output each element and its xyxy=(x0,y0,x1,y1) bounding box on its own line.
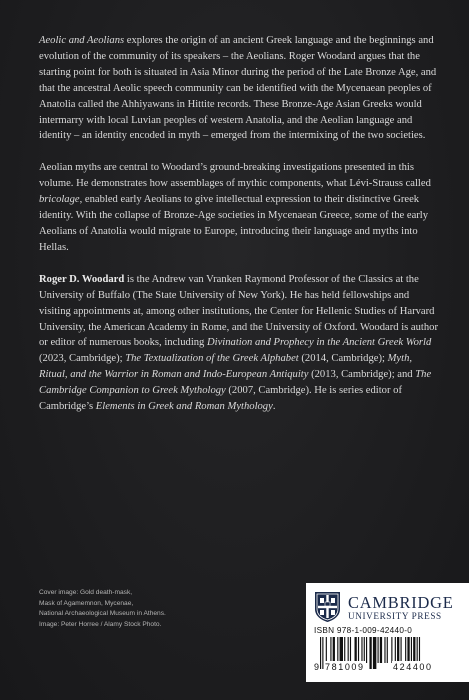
credit-line: Image: Peter Horree / Alamy Stock Photo. xyxy=(39,620,162,628)
publisher-subname: UNIVERSITY PRESS xyxy=(348,611,442,621)
bio-text: is the Andrew van Vranken Raymond Professor of the Classics at the University of Buffalo (The State University of New York). He has held fellowships and visiting appointments at, among other institutions, the Center for Hellenic Studies of Harvard University, the American Academy in Rome, and the University of Oxford. Woodard is author or editor of numerous books, including xyxy=(39,273,438,349)
blurb-paragraph-1 xyxy=(39,33,439,144)
credit-line: Mask of Agamemnon, Mycenae, xyxy=(39,599,134,607)
publisher-box xyxy=(306,583,469,682)
isbn-barcode xyxy=(314,637,462,673)
credit-line: National Archaeological Museum in Athens. xyxy=(39,610,166,618)
publisher-name: CAMBRIDGE xyxy=(348,593,454,612)
bio-text: (2013, Cambridge); and xyxy=(308,369,416,381)
book-title: Divination and Prophecy in the Ancient Greek World xyxy=(207,337,432,349)
blurb xyxy=(39,33,439,431)
bio-text: (2014, Cambridge); xyxy=(298,353,388,365)
barcode-lead-digit: 9 xyxy=(314,662,320,672)
book-title: The Textualization of the Greek Alphabet xyxy=(125,353,299,365)
cover-image-credit xyxy=(39,588,269,630)
blurb-text: explores the origin of an ancient Greek language and the beginnings and evolution of the community of its speakers – the Aeolians. Roger Woodard argues that the starting point for both is situated in Asia Minor during the period of the Late Bronze Age, and that the ancestral Aeolic speech community can be identified with the Mycenaean peoples of Anatolia called the Ahhiyawans in Hittite records. These Bronze-Age Asian Greeks would intermarry with local Luvian peoples of western Anatolia, and the Aeolian language and identity – an identity encoded in myth – emerged from the intermixing of the two societies. xyxy=(39,35,437,142)
series-title: Elements in Greek and Roman Mythology xyxy=(95,401,273,413)
blurb-text: Aeolian myths are central to Woodard’s ground-breaking investigations presented in this volume. He demonstrates how assemblages of mythic components, what Lévi-Strauss called xyxy=(39,162,431,190)
blurb-paragraph-2 xyxy=(39,160,439,255)
book-title: Aeolic and Aeolians xyxy=(39,35,125,46)
bio-text: (2007, Cambridge). He is series editor of Cambridge’s xyxy=(39,385,402,413)
blurb-text: , enabled early Aeolians to give intellectual expression to their distinctive Greek identity. With the collapse of Bronze-Age societies in Mycenaean Greece, some of the early Aeolians of Anatolia would migrate to Europe, introducing their language and myths into Hellas. xyxy=(39,194,429,253)
author-bio xyxy=(39,272,439,415)
credit-line: Cover image: Gold death-mask, xyxy=(39,589,133,596)
book-title: Myth, Ritual, and the Warrior in Roman and Indo-European Antiquity xyxy=(39,353,413,381)
book-title: The Cambridge Companion to Greek Mythology xyxy=(39,369,432,397)
barcode-digits xyxy=(314,661,462,673)
isbn-label: ISBN 978-1-009-42440-0 xyxy=(314,626,413,635)
bio-text: (2023, Cambridge); xyxy=(39,353,126,365)
university-crest-icon xyxy=(314,591,341,623)
barcode-right-digits: 424400 xyxy=(393,662,433,672)
barcode-left-digits: 781009 xyxy=(325,662,365,672)
bio-text: . xyxy=(272,401,276,413)
author-name: Roger D. Woodard xyxy=(39,273,125,285)
italic-term: bricolage xyxy=(39,194,80,206)
